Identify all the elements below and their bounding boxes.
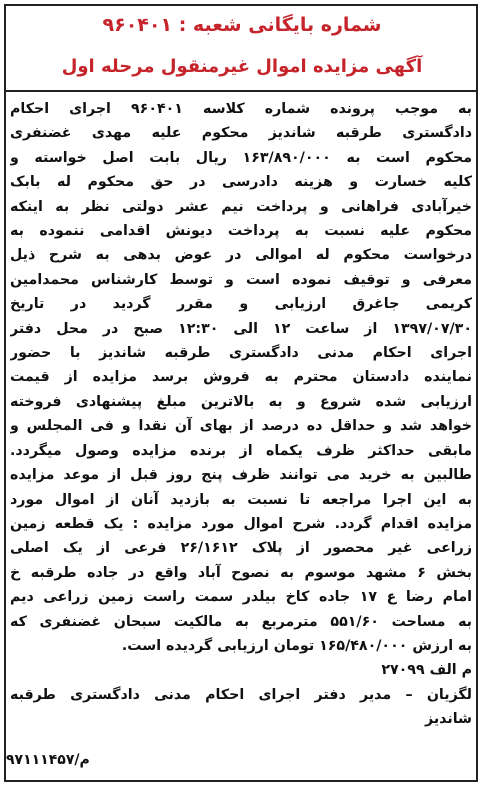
body-line: به مساحت ۵۵۱/۶۰ مترمربع به مالکیت سبحان غضنفری که [10,613,472,630]
body-line: به موجب پرونده شماره کلاسه ۹۶۰۴۰۱ اجرای احکام [10,101,472,117]
body-line: محکوم علیه نسبت به پرداخت دیونش اقدامی ننموده به [10,223,472,240]
body-line: کریمی جاغرق ارزیابی و مقرر گردید در تاریخ [10,296,472,313]
body-line: درخواست محکوم له اموالی در عوض بدهی به شرح ذیل [10,247,472,264]
body-line: خواهد شد و حداقل ده درصد از بهای آن نقدا و فی المجلس و [10,418,472,435]
header-divider [6,90,476,92]
body-line: زراعی غیر محصور از پلاک ۲۶/۱۶۱۲ فرعی از یک اصلی [10,540,472,557]
body-line: ۱۳۹۷/۰۷/۳۰ از ساعت ۱۲ الی ۱۲:۳۰ صبح در محل دفتر [10,320,472,337]
reference-number: م الف ۲۷۰۹۹ [381,662,472,679]
notice-title: آگهی مزایده اموال غیرمنقول مرحله اول [61,56,423,77]
body-line: به این اجرا مراجعه تا نسبت به بازدید آنان از اموال مورد [10,491,472,508]
notice-header [10,12,474,80]
branch-archive-number: شماره بایگانی شعبه : ۹۶۰۴۰۱ [102,14,382,36]
body-line: خیرآبادی فراهانی و پرداخت نیم عشر دولتی نظر به اینکه [10,198,472,215]
body-line: مزایده اقدام گردد. شرح اموال مورد مزایده : یک قطعه زمین [10,515,472,532]
signature-line: لگزیان – مدیر دفتر اجرای احکام مدنی دادگستری طرقبه [10,686,472,703]
body-line: بخش ۶ مشهد موسوم به نصوح آباد واقع در جاده طرقبه خ [10,564,472,581]
body-line: مابقی حداکثر ظرف یکماه از برنده مزایده وصول میگردد. [10,442,472,459]
body-line: طالبین به خرید می توانند ظرف پنج روز قبل از موعد مزایده [10,467,472,484]
body-line: امام رضا ع ۱۷ جاده کاخ بیلدر سمت راست زمین زراعی دیم [10,589,472,606]
body-line: ارزیابی شده شروع و به بالاترین مبلغ پیشنهادی فروخته [10,393,472,410]
body-line: به ارزش ۱۶۵/۴۸۰/۰۰۰ تومان ارزیابی گردیده است. [121,637,472,654]
signature-line-end: شاندیز [425,711,472,728]
notice-body [10,97,472,732]
body-line: محکوم است به ۱۶۳/۸۹۰/۰۰۰ ریال بابت اصل خواسته و [10,149,472,166]
body-line: اجرای احکام مدنی دادگستری طرقبه شاندیز با حضور [10,345,472,362]
body-line: معرفی و توقیف نموده است و توسط کارشناس محمدامین [10,271,472,288]
body-line: دادگستری طرقبه شاندیز محکوم علیه مهدی غضنفری [10,125,472,142]
notice-code: م/۹۷۱۱۱۴۵۷ [6,752,90,768]
body-line: نماینده دادستان محترم به فروش برسد مزایده از قیمت [10,369,472,386]
body-line: کلیه خسارت و هزینه دادرسی در حق محکوم له بابک [10,174,472,191]
